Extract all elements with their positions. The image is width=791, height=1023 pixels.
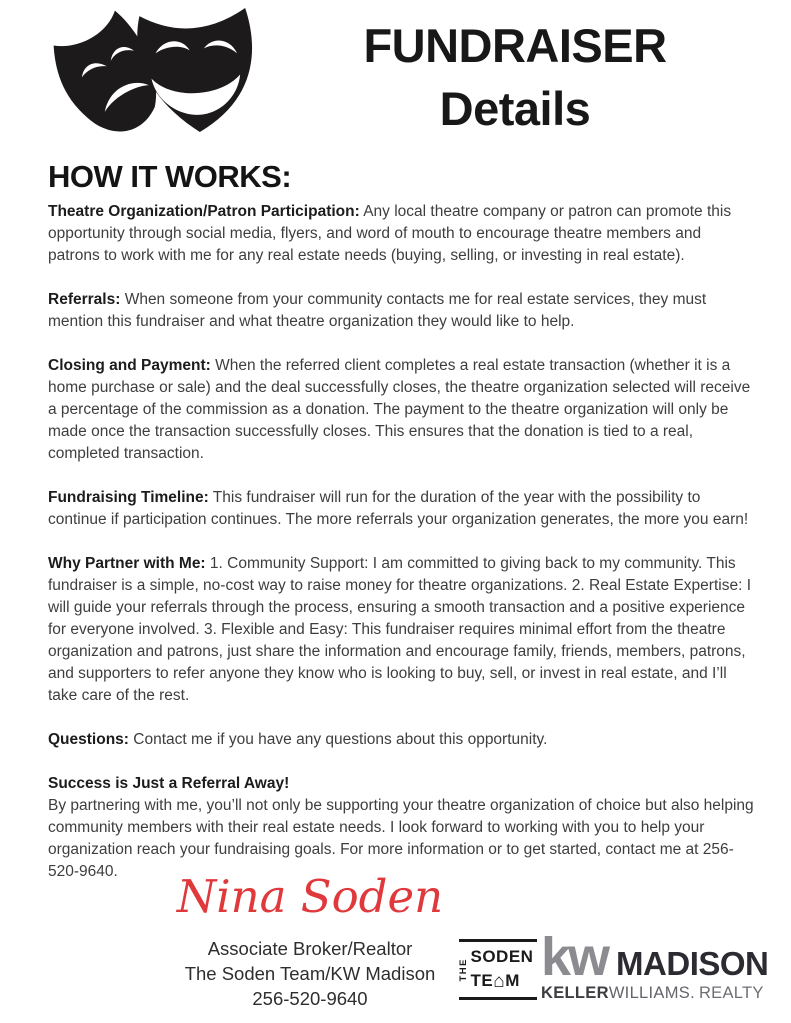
paragraph-questions: [48, 729, 755, 751]
body-copy: [48, 201, 755, 905]
paragraph-label: Questions:: [48, 731, 129, 748]
contact-phone: 256-520-9640: [252, 988, 368, 1009]
theatre-masks-icon: [46, 2, 264, 138]
logo-team-pre: TE: [470, 971, 494, 990]
paragraph-text: 1. Community Support: I am committed to giving back to my community. This fundraiser is a simple, no-cost way to raise money for theatre organizations. 2. Real Estate Expertise: I will guide your referrals through the process, ensuring a smooth transaction and a positive experience for everyone involved. 3. Flexible and Easy: This fundraiser requires minimal effort from the theatre organization and patrons, just share the information and encourage family, friends, members, patrons, and supporters to refer anyone they know who is looking to buy, sell, or invest in real estate, and I’ll take care of the rest.: [48, 555, 751, 704]
page-title-line1: FUNDRAISER: [363, 19, 667, 72]
logo-word-team: [471, 969, 538, 994]
agent-signature: Nina Soden: [176, 870, 444, 923]
kw-madison-logo: [541, 927, 769, 1003]
paragraph-text: This fundraiser will run for the duration of the year with the possibility to continue if participation continues. The more referrals your organization generates, the more you earn!: [48, 489, 749, 528]
logo-bottom-rule: [459, 997, 537, 1000]
paragraph-text: When the referred client completes a real estate transaction (whether it is a home purchase or sale) and the deal successfully closes, the theatre organization selected will receive a percentage of the commission as a donation. The payment to the theatre organization will only be made once the transaction successfully closes. This ensures that the donation is tied to a real, completed transaction.: [48, 357, 751, 462]
logo-vertical-the: THE: [458, 957, 469, 982]
paragraph-label: Referrals:: [48, 291, 121, 308]
page-title: [350, 14, 680, 140]
paragraph-label: Success is Just a Referral Away!: [48, 775, 290, 792]
paragraph-why-partner: [48, 553, 755, 707]
page-title-line2: Details: [439, 82, 591, 135]
paragraph-text: Contact me if you have any questions about this opportunity.: [133, 731, 548, 748]
contact-title: Associate Broker/Realtor: [207, 938, 413, 959]
paragraph-closing-payment: [48, 355, 755, 465]
kw-word-williams: WILLIAMS.: [608, 984, 695, 1002]
kw-word-keller: KELLER: [541, 984, 609, 1002]
paragraph-success: [48, 773, 755, 883]
kw-market-name: MADISON: [616, 945, 769, 982]
paragraph-text: When someone from your community contacts me for real estate services, they must mention this fundraiser and what theatre organization they would like to help.: [48, 291, 707, 330]
kw-word-realty: REALTY: [698, 984, 764, 1002]
paragraph-referrals: [48, 289, 755, 333]
logo-team-post: M: [505, 971, 520, 990]
how-it-works-heading: HOW IT WORKS:: [48, 159, 292, 194]
paragraph-label: Why Partner with Me:: [48, 555, 206, 572]
keller-williams-realty-wordmark: [541, 984, 768, 1003]
house-icon: ⌂: [493, 971, 506, 992]
soden-team-logo: [459, 939, 537, 1000]
logo-word-soden: SODEN: [470, 947, 534, 966]
paragraph-participation: [48, 201, 755, 267]
paragraph-label: Theatre Organization/Patron Participation:: [48, 203, 360, 220]
paragraph-label: Closing and Payment:: [48, 357, 211, 374]
paragraph-text: Any local theatre company or patron can promote this opportunity through social media, flyers, and word of mouth to encourage theatre members and patrons to work with me for any real estate needs (buying, selling, or investing in real estate).: [48, 203, 732, 264]
kw-monogram: kw: [541, 927, 608, 987]
contact-team: The Soden Team/KW Madison: [184, 963, 436, 984]
paragraph-label: Fundraising Timeline:: [48, 489, 209, 506]
paragraph-text: By partnering with me, you’ll not only be supporting your theatre organization of choice but also helping community members with their real estate needs. I look forward to working with you to help your organization reach your fundraising goals. For more information or to get started, contact me at 256-520-9640.: [48, 797, 754, 880]
paragraph-timeline: [48, 487, 755, 531]
